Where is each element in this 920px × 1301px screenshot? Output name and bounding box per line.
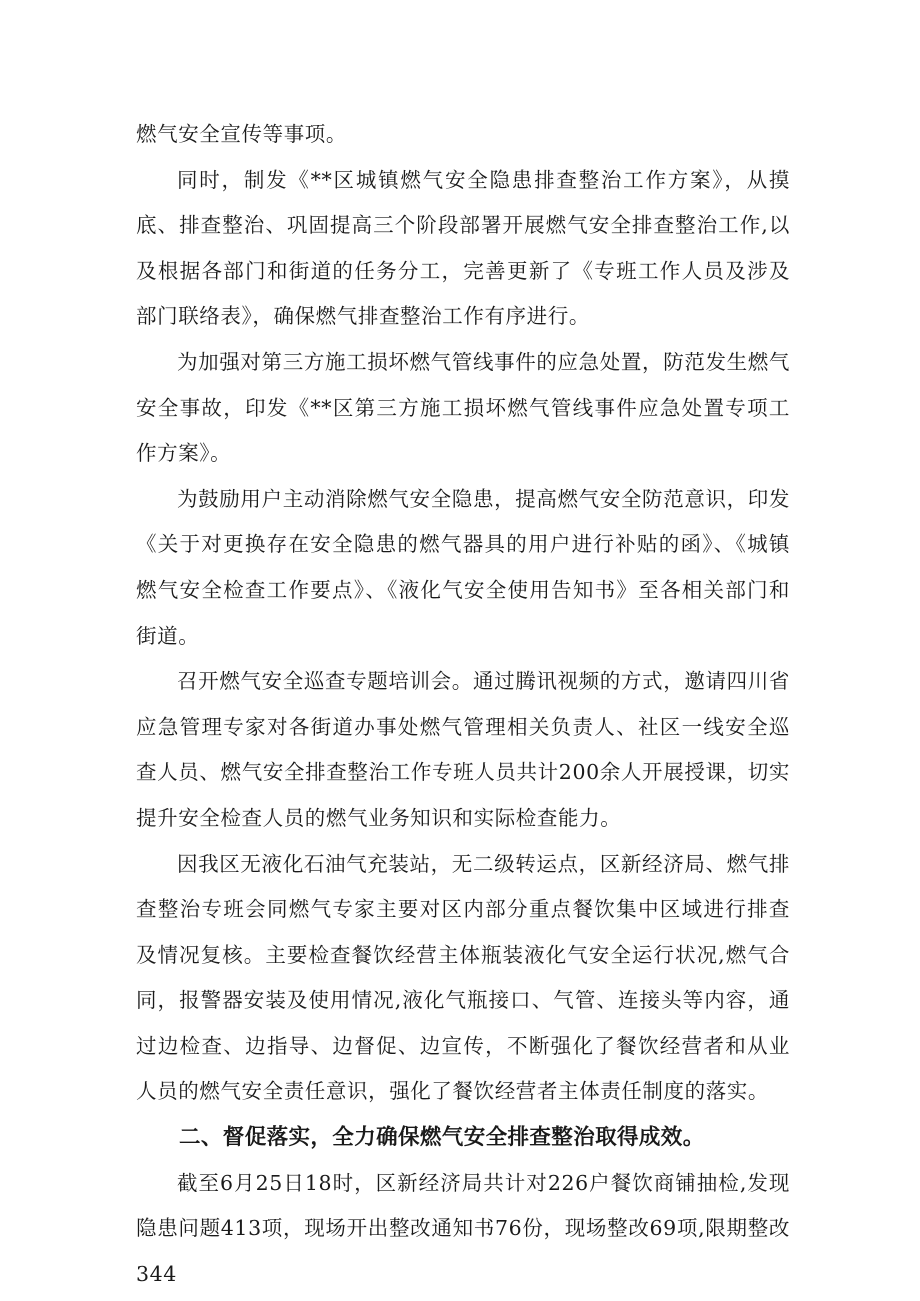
paragraph-statistics: 截至6月25日18时，区新经济局共计对226户餐饮商铺抽检,发现隐患问题413项，现场开出整改通知书76份，现场整改69项,限期整改344: [136, 1170, 790, 1286]
paragraph-training: 召开燃气安全巡查专题培训会。通过腾讯视频的方式，邀请四川省应急管理专家对各街道办事处燃气管理相关负责人、社区一线安全巡查人员、燃气安全排查整治工作专班人员共计200余人开展授课，切实提升安全检查人员的燃气业务知识和实际检查能力。: [136, 669, 790, 830]
document-body: [136, 112, 790, 1297]
section-heading: 二、督促落实，全力确保燃气安全排查整治取得成效。: [179, 1125, 705, 1151]
paragraph-inspection: 因我区无液化石油气充装站，无二级转运点，区新经济局、燃气排查整治专班会同燃气专家主要对区内部分重点餐饮集中区域进行排查及情况复核。主要检查餐饮经营主体瓶装液化气安全运行状况,燃气合同，报警器安装及使用情况,液化气瓶接口、气管、连接头等内容，通过边检查、边指导、边督促、边宣传，不断强化了餐饮经营者和从业人员的燃气安全责任意识，强化了餐饮经营者主体责任制度的落实。: [136, 851, 790, 1104]
paragraph-third-party-construction: 为加强对第三方施工损坏燃气管线事件的应急处置，防范发生燃气安全事故，印发《**区第三方施工损坏燃气管线事件应急处置专项工作方案》。: [136, 349, 790, 466]
paragraph-continuation: 燃气安全宣传等事项。: [136, 122, 347, 146]
paragraph-user-subsidy: 为鼓励用户主动消除燃气安全隐患，提高燃气安全防范意识，印发《关于对更换存在安全隐患的燃气器具的用户进行补贴的函》、《城镇燃气安全检查工作要点》、《液化气安全使用告知书》至各相关部门和街道。: [136, 486, 790, 648]
paragraph-work-plan: 同时，制发《**区城镇燃气安全隐患排查整治工作方案》，从摸底、排查整治、巩固提高三个阶段部署开展燃气安全排查整治工作,以及根据各部门和街道的任务分工，完善更新了《专班工作人员及涉及部门联络表》，确保燃气排查整治工作有序进行。: [136, 167, 790, 329]
